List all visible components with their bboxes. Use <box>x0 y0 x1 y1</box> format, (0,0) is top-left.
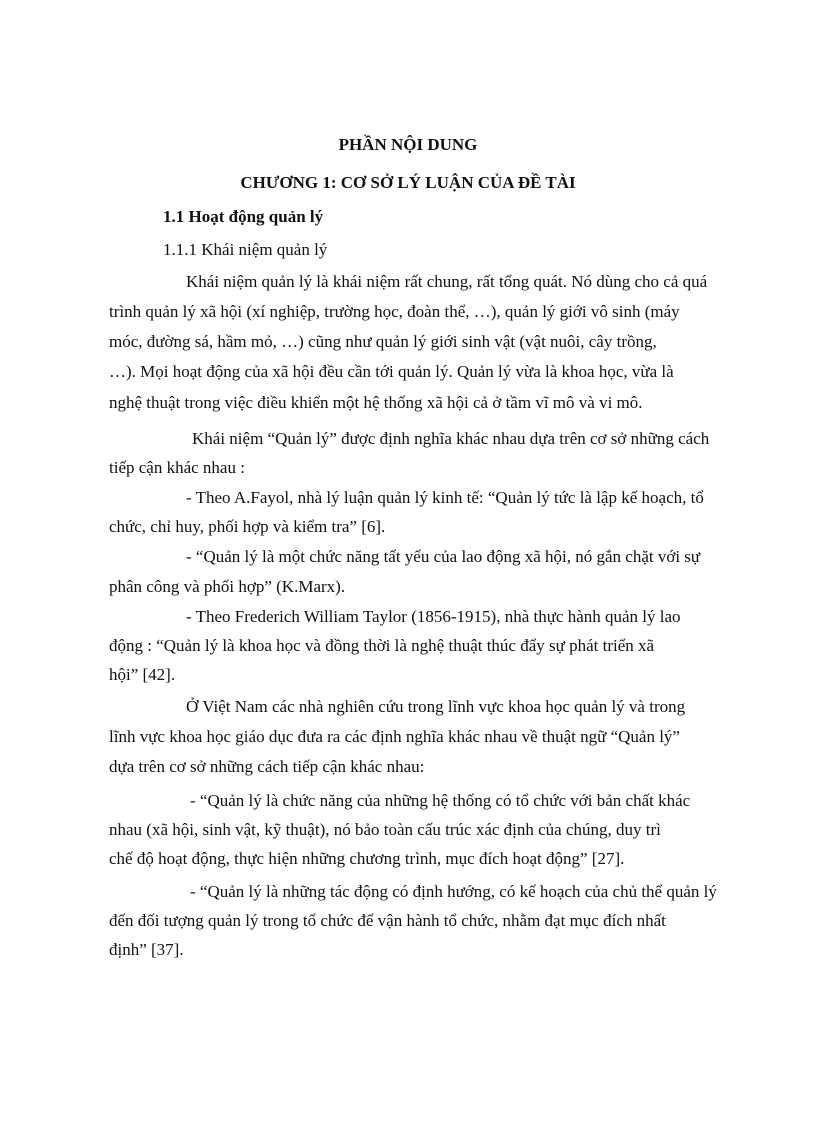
paragraph-line: chế độ hoạt động, thực hiện những chương trình, mục đích hoạt động” [27]. <box>109 849 625 868</box>
paragraph-line: - “Quản lý là một chức năng tất yếu của lao động xã hội, nó gắn chặt với sự <box>186 547 701 566</box>
paragraph-line: hội” [42]. <box>109 665 176 684</box>
paragraph-line: móc, đường sá, hầm mỏ, …) cũng như quản lý giới sinh vật (vật nuôi, cây trồng, <box>109 332 657 351</box>
paragraph-line: lĩnh vực khoa học giáo dục đưa ra các định nghĩa khác nhau về thuật ngữ “Quản lý” <box>109 727 680 746</box>
paragraph-line: phân công và phối hợp” (K.Marx). <box>109 577 346 596</box>
section-heading: 1.1 Hoạt động quản lý <box>163 207 324 226</box>
paragraph-line: chức, chỉ huy, phối hợp và kiểm tra” [6]. <box>109 517 386 536</box>
paragraph-line: - Theo A.Fayol, nhà lý luận quản lý kinh tế: “Quản lý tức là lập kế hoạch, tổ <box>186 488 704 507</box>
paragraph-line: dựa trên cơ sở những cách tiếp cận khác nhau: <box>109 757 425 776</box>
paragraph-line: Khái niệm quản lý là khái niệm rất chung, rất tổng quát. Nó dùng cho cả quá <box>186 272 708 291</box>
paragraph-line: …). Mọi hoạt động của xã hội đều cần tới quản lý. Quản lý vừa là khoa học, vừa là <box>109 362 674 381</box>
paragraph-line: Ở Việt Nam các nhà nghiên cứu trong lĩnh vực khoa học quản lý và trong <box>186 697 686 716</box>
paragraph-line: - “Quản lý là những tác động có định hướng, có kế hoạch của chủ thể quản lý <box>190 882 717 901</box>
paragraph-line: định” [37]. <box>109 940 184 959</box>
paragraph-line: nhau (xã hội, sinh vật, kỹ thuật), nó bảo toàn cấu trúc xác định của chúng, duy trì <box>109 820 661 839</box>
paragraph-line: trình quản lý xã hội (xí nghiệp, trường học, đoàn thể, …), quản lý giới vô sinh (máy <box>109 302 680 321</box>
paragraph-line: động : “Quản lý là khoa học và đồng thời là nghệ thuật thúc đẩy sự phát triển xã <box>109 636 655 655</box>
paragraph-line: nghệ thuật trong việc điều khiển một hệ thống xã hội cả ở tầm vĩ mô và vi mô. <box>109 393 643 412</box>
chapter-title: CHƯƠNG 1: CƠ SỞ LÝ LUẬN CỦA ĐỀ TÀI <box>240 173 576 192</box>
paragraph-line: đến đối tượng quản lý trong tổ chức để vận hành tổ chức, nhằm đạt mục đích nhất <box>109 911 666 930</box>
paragraph-line: - Theo Frederich William Taylor (1856-1915), nhà thực hành quản lý lao <box>186 607 681 626</box>
paragraph-line: - “Quản lý là chức năng của những hệ thống có tổ chức với bản chất khác <box>190 791 691 810</box>
paragraph-line: tiếp cận khác nhau : <box>109 458 245 477</box>
paragraph-line: Khái niệm “Quản lý” được định nghĩa khác nhau dựa trên cơ sở những cách <box>192 429 710 448</box>
part-title: PHẦN NỘI DUNG <box>338 135 478 154</box>
subsection-heading: 1.1.1 Khái niệm quản lý <box>163 240 328 259</box>
